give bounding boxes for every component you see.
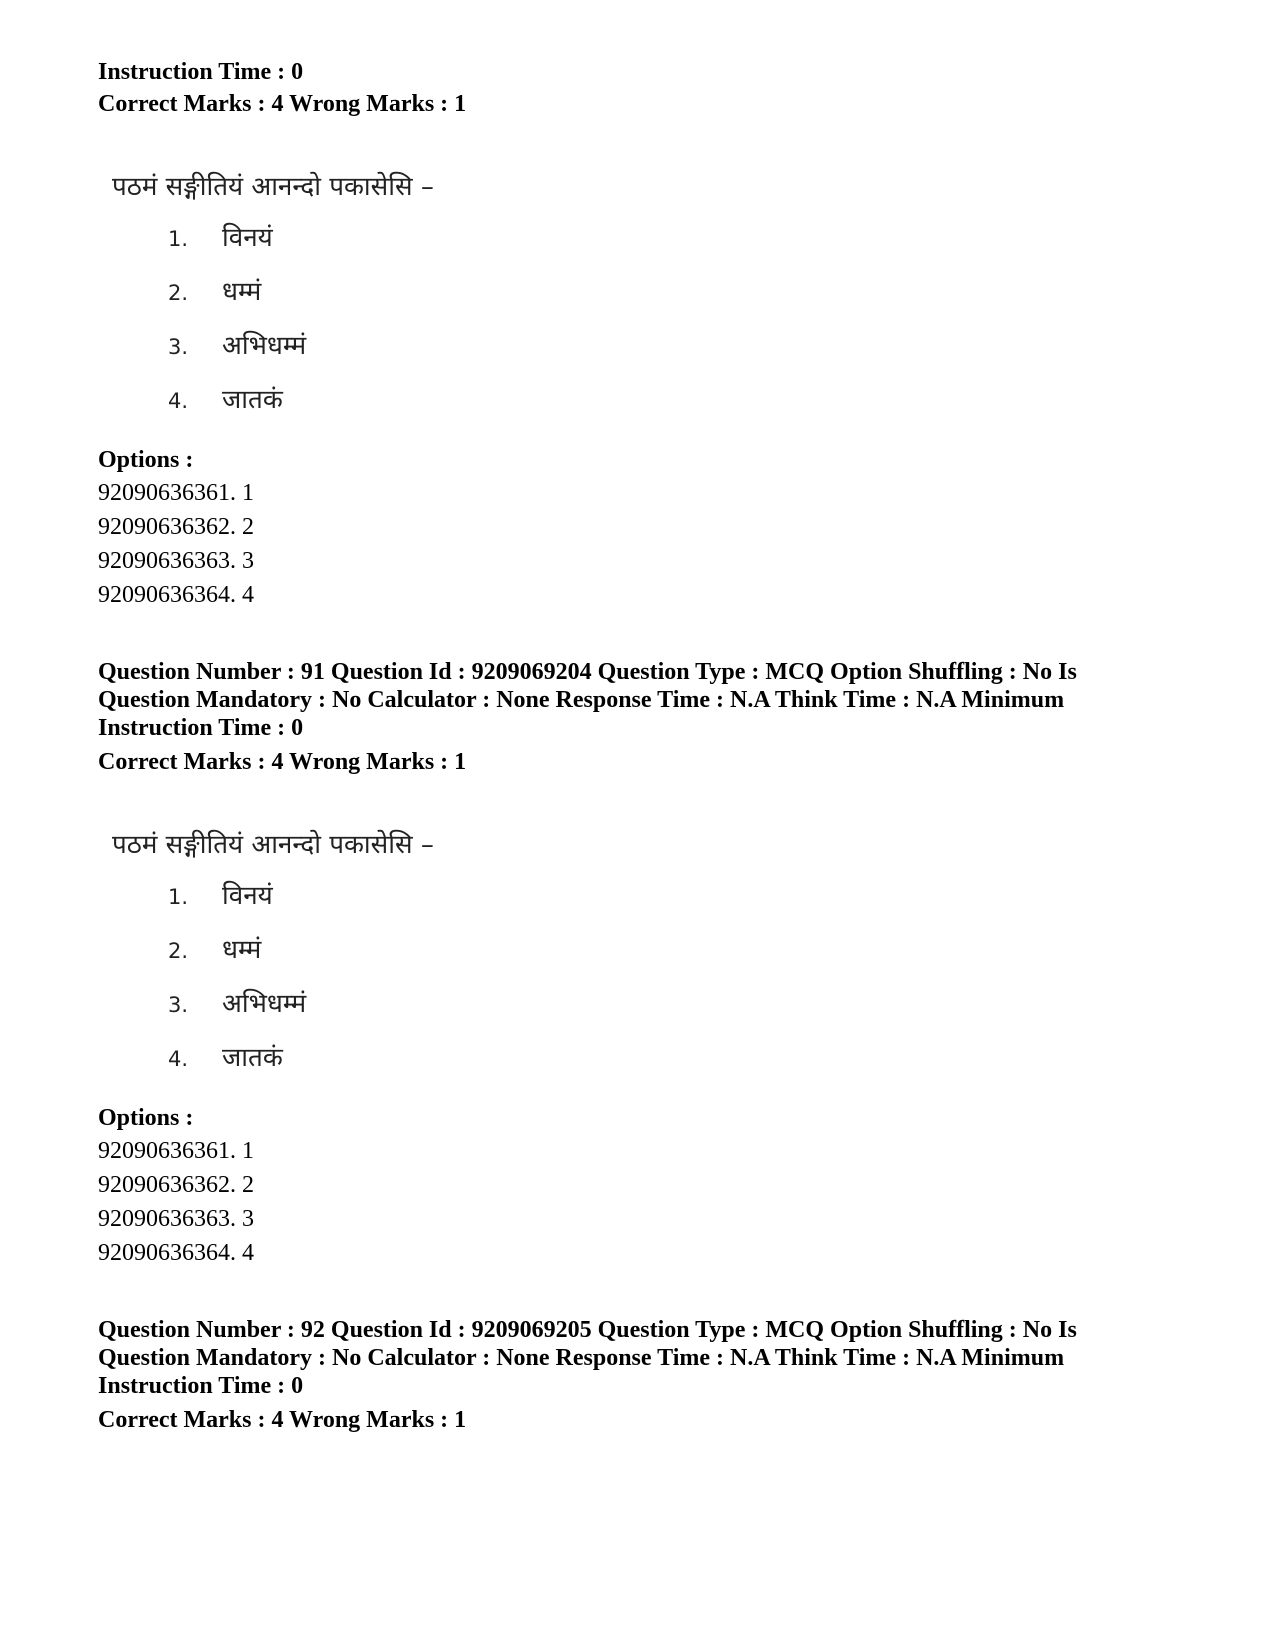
choice-text: विनयं xyxy=(222,881,273,911)
choice-text: धम्मं xyxy=(222,935,262,965)
choice-item xyxy=(112,326,1188,380)
choice-item xyxy=(112,984,1188,1038)
question-block-91 xyxy=(98,658,1188,1270)
marks-line: Correct Marks : 4 Wrong Marks : 1 xyxy=(98,749,467,775)
question-meta xyxy=(98,658,1188,742)
choice-number: 2. xyxy=(168,281,189,305)
option-item: 92090636363. 3 xyxy=(98,1206,254,1232)
question-image xyxy=(98,828,1188,1092)
instruction-time: Instruction Time : 0 xyxy=(98,59,304,85)
option-item: 92090636362. 2 xyxy=(98,514,254,540)
question-meta-line: Question Number : 91 Question Id : 9209069204 Question Type : MCQ Option Shuffling : No Is xyxy=(98,659,1077,685)
question-stem: पठमं सङ्गीतियं आनन्दो पकासेसि – xyxy=(112,830,434,860)
document-page xyxy=(98,56,1188,1436)
options-label: Options : xyxy=(98,447,194,473)
question-meta-line: Instruction Time : 0 xyxy=(98,715,304,741)
choice-text: विनयं xyxy=(222,223,273,253)
question-meta xyxy=(98,1316,1188,1400)
choice-number: 1. xyxy=(168,885,189,909)
option-item: 92090636364. 4 xyxy=(98,1240,254,1266)
choice-number: 4. xyxy=(168,1047,189,1071)
choice-number: 3. xyxy=(168,335,189,359)
option-item: 92090636363. 3 xyxy=(98,548,254,574)
choice-item xyxy=(112,930,1188,984)
question-image xyxy=(98,170,1188,434)
options-label: Options : xyxy=(98,1105,194,1131)
choice-number: 1. xyxy=(168,227,189,251)
marks-line: Correct Marks : 4 Wrong Marks : 1 xyxy=(98,1407,467,1433)
option-item: 92090636361. 1 xyxy=(98,480,254,506)
choice-item xyxy=(112,1038,1188,1092)
choice-text: अभिधम्मं xyxy=(222,331,307,361)
choice-item xyxy=(112,876,1188,930)
choice-item xyxy=(112,272,1188,326)
option-item: 92090636361. 1 xyxy=(98,1138,254,1164)
question-block-92 xyxy=(98,1316,1188,1436)
choice-number: 4. xyxy=(168,389,189,413)
options-list xyxy=(98,476,1188,612)
choice-number: 2. xyxy=(168,939,189,963)
question-meta-line: Instruction Time : 0 xyxy=(98,1373,304,1399)
choice-text: अभिधम्मं xyxy=(222,989,307,1019)
choice-text: जातकं xyxy=(222,385,283,415)
question-meta-line: Question Mandatory : No Calculator : None Response Time : N.A Think Time : N.A Minimum xyxy=(98,687,1065,713)
choice-text: धम्मं xyxy=(222,277,262,307)
choice-text: जातकं xyxy=(222,1043,283,1073)
choice-item xyxy=(112,218,1188,272)
options-list xyxy=(98,1134,1188,1270)
choice-item xyxy=(112,380,1188,434)
option-item: 92090636362. 2 xyxy=(98,1172,254,1198)
question-meta-line: Question Number : 92 Question Id : 9209069205 Question Type : MCQ Option Shuffling : No Is xyxy=(98,1317,1077,1343)
question-stem: पठमं सङ्गीतियं आनन्दो पकासेसि – xyxy=(112,172,434,202)
option-item: 92090636364. 4 xyxy=(98,582,254,608)
choice-number: 3. xyxy=(168,993,189,1017)
marks-line: Correct Marks : 4 Wrong Marks : 1 xyxy=(98,91,467,117)
question-meta-line: Question Mandatory : No Calculator : None Response Time : N.A Think Time : N.A Minimum xyxy=(98,1345,1065,1371)
